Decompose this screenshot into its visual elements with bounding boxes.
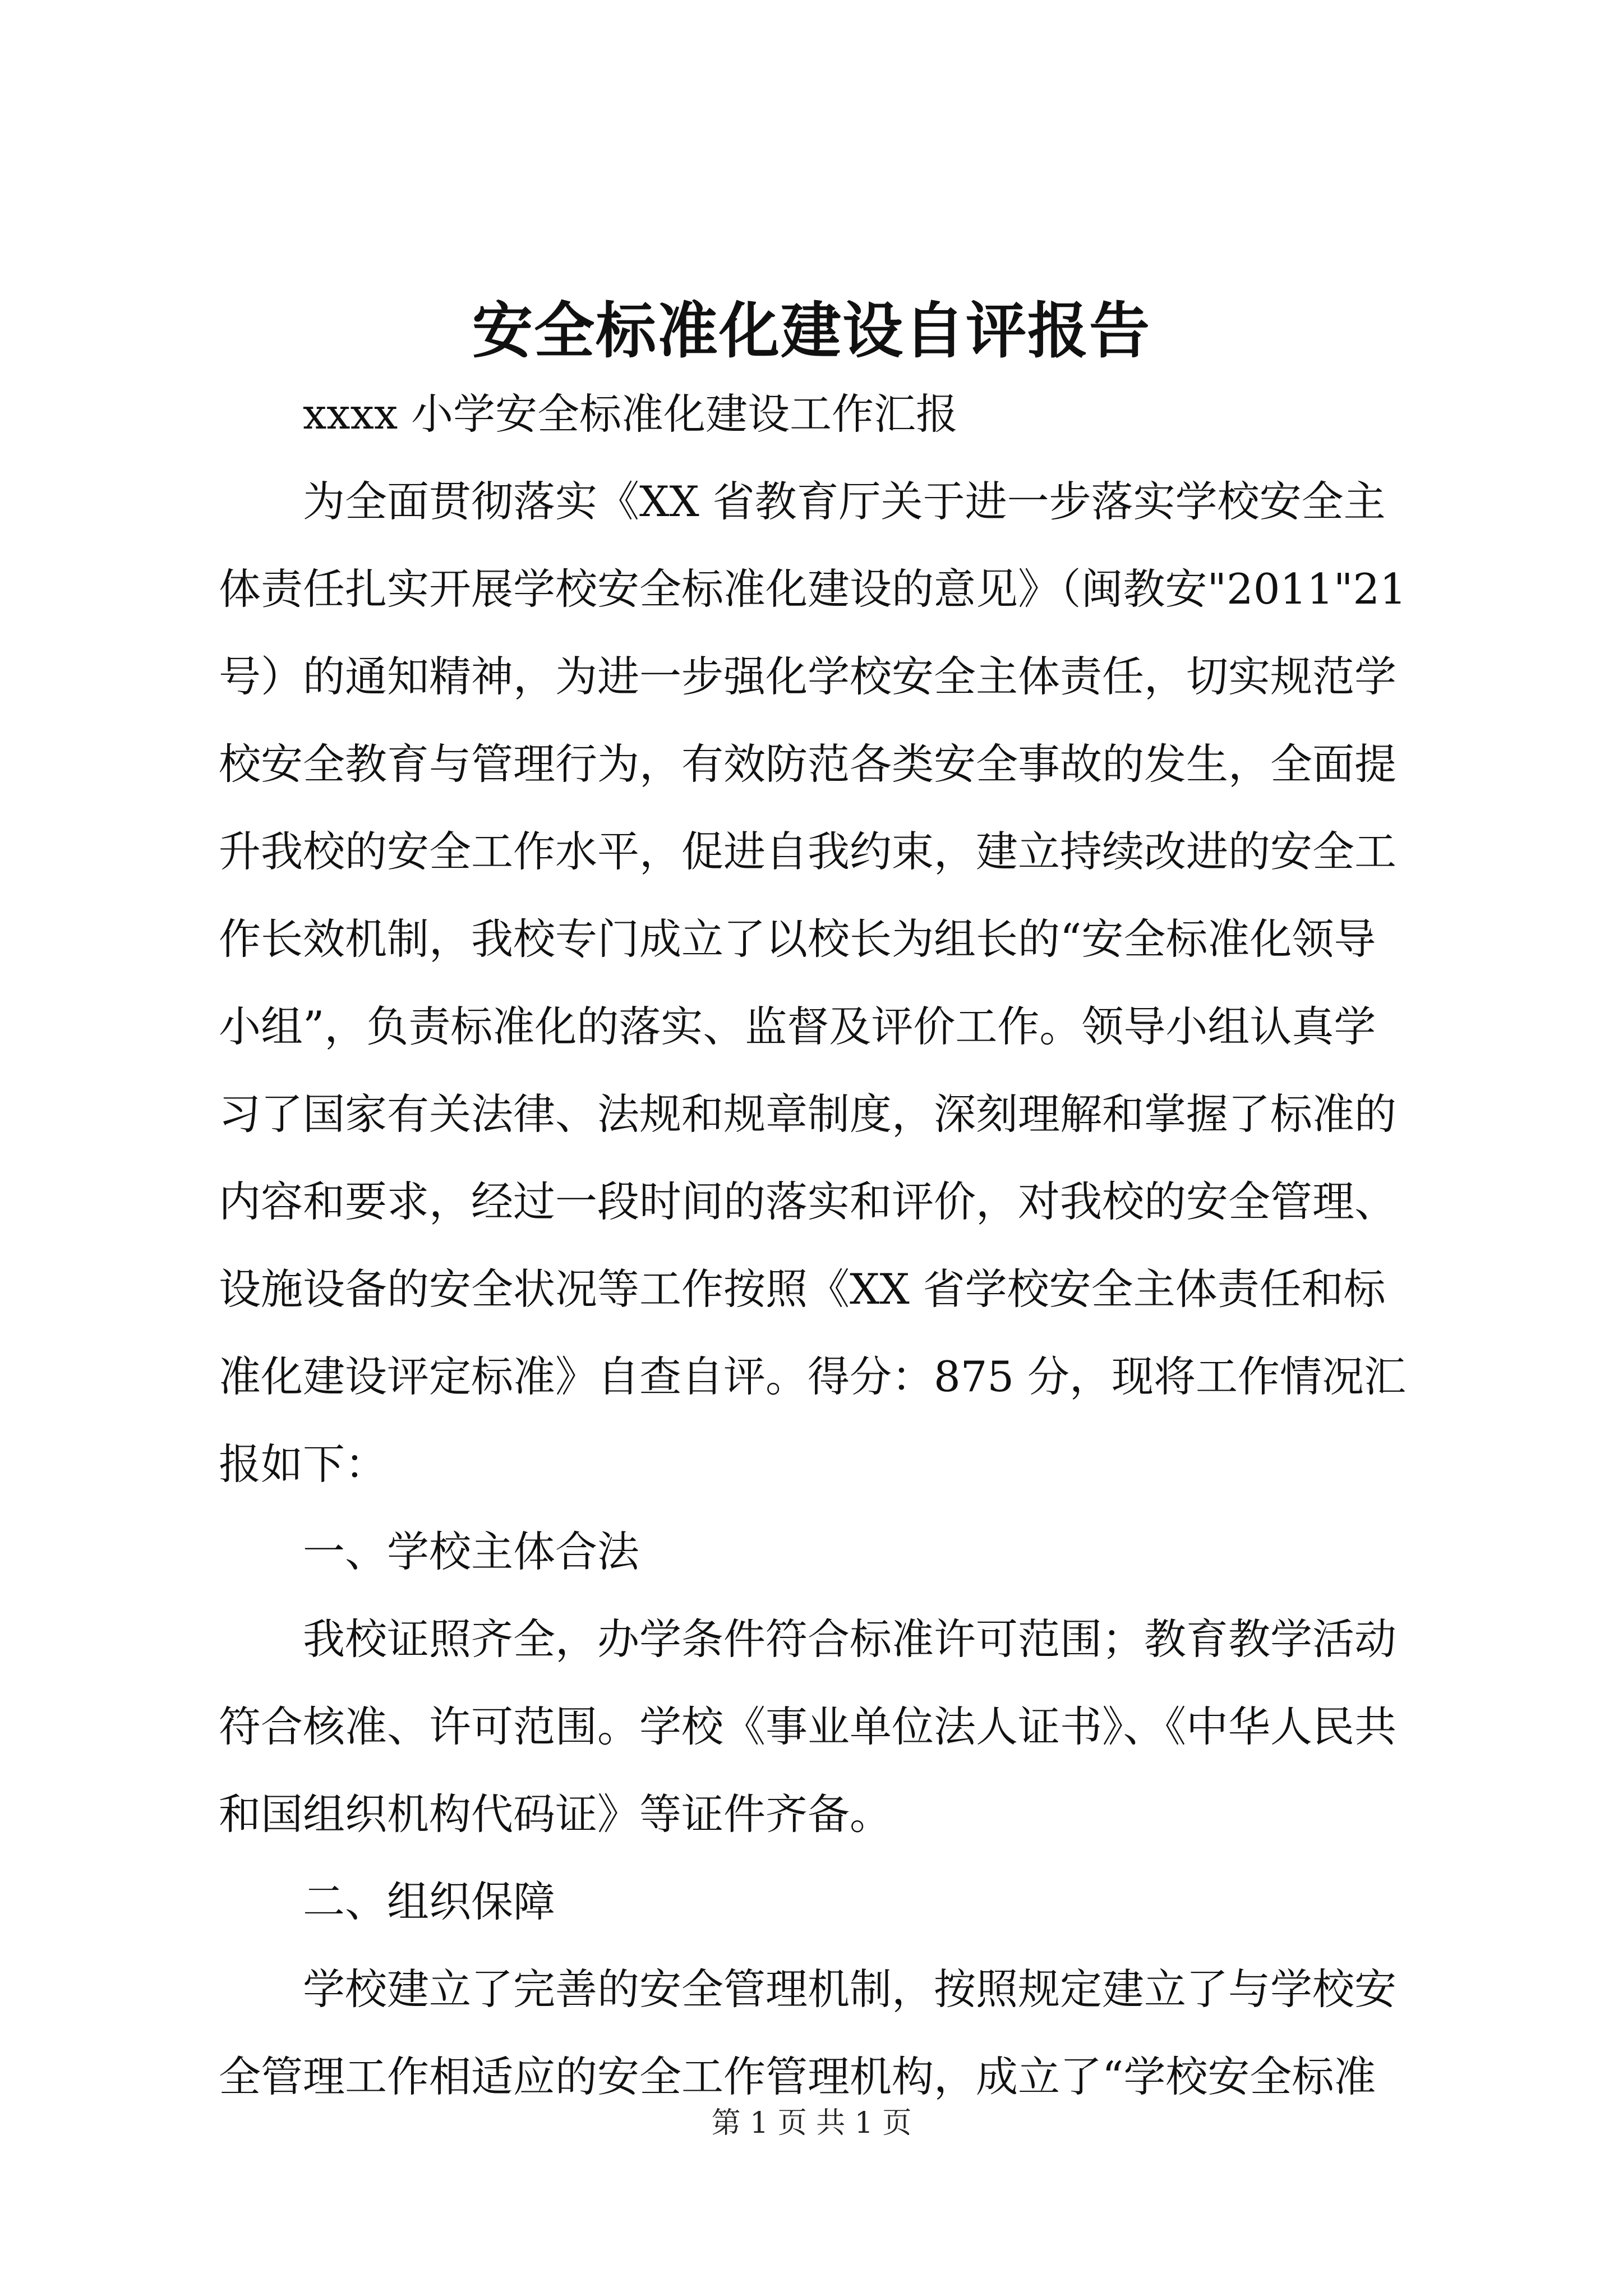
page-footer: 第 1 页 共 1 页 [711,2106,912,2140]
document-title: 安全标准化建设自评报告 [472,296,1151,366]
text-line: 学校建立了完善的安全管理机制，按照规定建立了与学校安 [303,1964,1397,2014]
text-line: 体责任扎实开展学校安全标准化建设的意见》（闽教安"2011"21 [219,564,1407,614]
text-line: 内容和要求，经过一段时间的落实和评价，对我校的安全管理、 [219,1177,1397,1226]
text-line: 报如下： [219,1439,388,1489]
text-line: 一、学校主体合法 [303,1527,640,1576]
text-line: 小组”，负责标准化的落实、监督及评价工作。领导小组认真学 [219,1002,1376,1051]
text-line: 设施设备的安全状况等工作按照《XX 省学校安全主体责任和标 [219,1264,1386,1314]
text-line: 准化建设评定标准》自查自评。得分：875 分，现将工作情况汇 [219,1352,1406,1401]
text-line: 符合核准、许可范围。学校《事业单位法人证书》、《中华人民共 [219,1702,1397,1751]
text-line: 作长效机制，我校专门成立了以校长为组长的“安全标准化领导 [219,914,1376,964]
text-line: 升我校的安全工作水平，促进自我约束，建立持续改进的安全工 [219,827,1397,876]
text-line: 二、组织保障 [303,1877,556,1926]
text-line: 和国组织机构代码证》等证件齐备。 [219,1789,892,1839]
text-line: 校安全教育与管理行为，有效防范各类安全事故的发生，全面提 [219,739,1397,789]
text-line: 全管理工作相适应的安全工作管理机构，成立了“学校安全标准 [219,2052,1376,2101]
text-line: xxxx 小学安全标准化建设工作汇报 [303,389,958,439]
text-line: 我校证照齐全，办学条件符合标准许可范围；教育教学活动 [303,1614,1397,1664]
text-line: 号）的通知精神，为进一步强化学校安全主体责任，切实规范学 [219,652,1397,701]
document-body [219,370,1424,2120]
text-line: 习了国家有关法律、法规和规章制度，深刻理解和掌握了标准的 [219,1089,1397,1139]
text-line: 为全面贯彻落实《XX 省教育厅关于进一步落实学校安全主 [303,477,1386,526]
